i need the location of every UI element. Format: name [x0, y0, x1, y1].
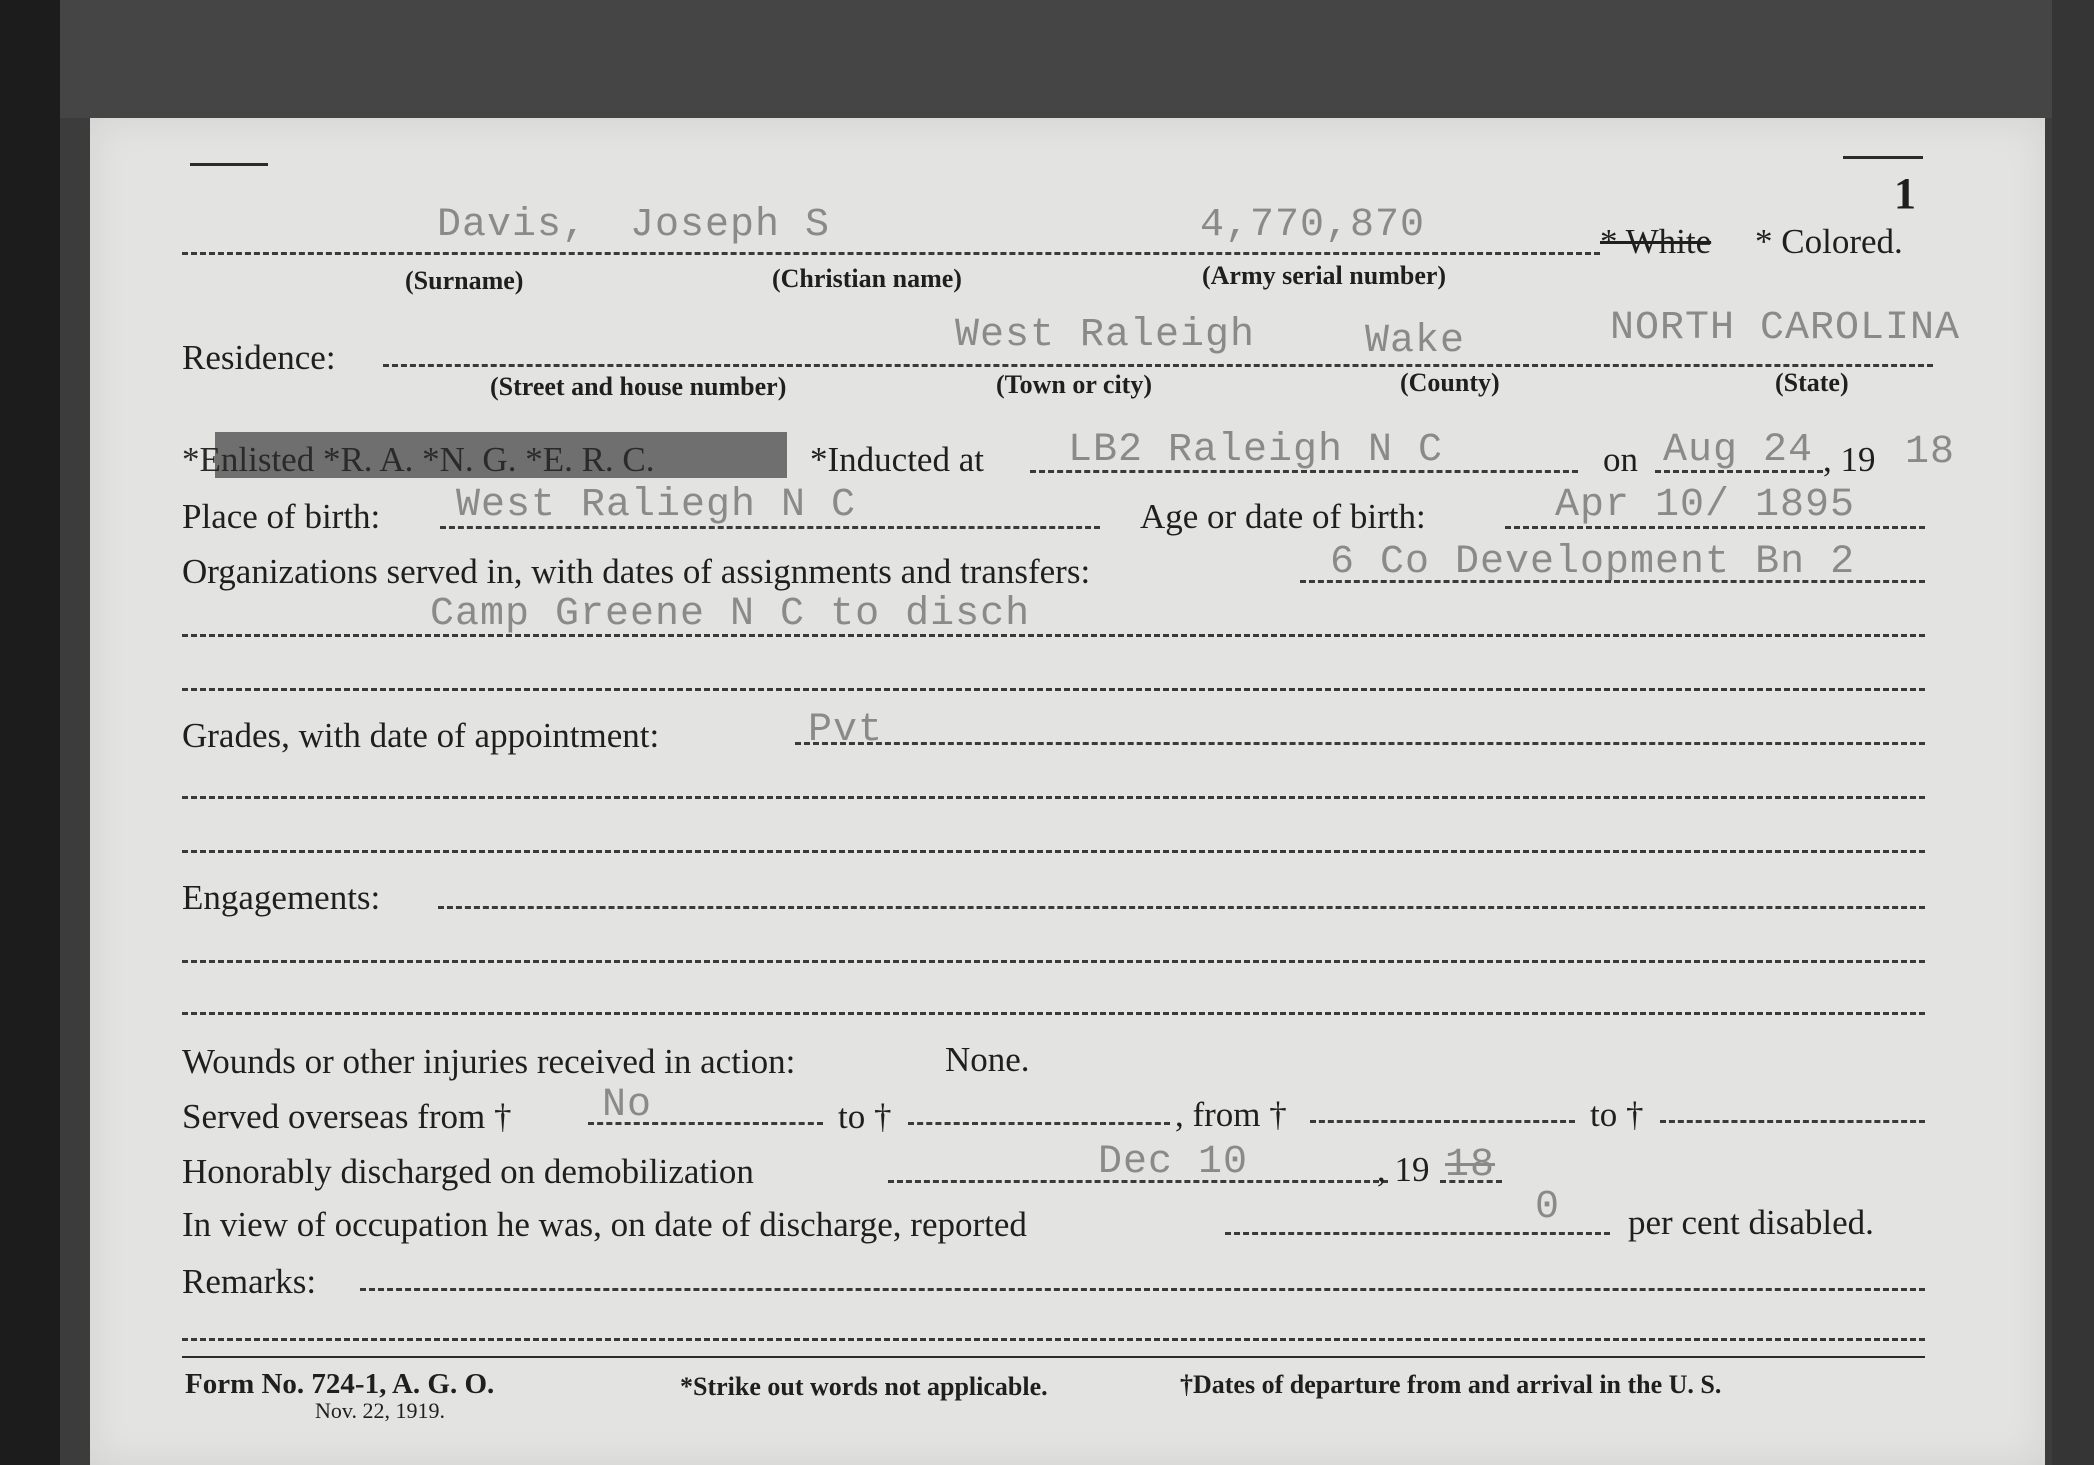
place-of-birth-value: West Raliegh N C: [456, 483, 857, 528]
footer-note-strike: *Strike out words not applicable.: [680, 1372, 1048, 1401]
grades-label: Grades, with date of appointment:: [182, 716, 660, 755]
grades-line-2: [182, 796, 1925, 799]
inducted-date-value: Aug 24: [1663, 428, 1814, 473]
inducted-line: [1030, 470, 1578, 473]
place-of-birth-label: Place of birth:: [182, 497, 381, 536]
organizations-value-1: 6 Co Development Bn 2: [1330, 540, 1856, 585]
residence-label: Residence:: [182, 338, 336, 377]
age-value: Apr 10/ 1895: [1555, 483, 1856, 528]
overseas-label: Served overseas from †: [182, 1097, 512, 1136]
overseas-from2-label: , from †: [1175, 1095, 1287, 1134]
residence-line: [383, 364, 1933, 367]
discharge-date-value: Dec 10: [1098, 1140, 1249, 1185]
white-option: * White: [1600, 222, 1712, 261]
inducted-date-line: [1655, 470, 1823, 473]
christian-name-value: Joseph S: [630, 203, 831, 248]
inducted-place-value: LB2 Raleigh N C: [1068, 428, 1444, 473]
organizations-value-2: Camp Greene N C to disch: [430, 592, 1031, 637]
town-value: West Raleigh: [955, 313, 1256, 358]
street-caption: (Street and house number): [490, 372, 787, 401]
discharge-label: Honorably discharged on demobilization: [182, 1152, 754, 1191]
age-line: [1505, 526, 1925, 529]
form-number: Form No. 724-1, A. G. O.: [185, 1368, 495, 1400]
card-number: 1: [1894, 169, 1916, 218]
state-value: NORTH CAROLINA: [1610, 306, 1961, 351]
colored-option: * Colored.: [1755, 222, 1903, 261]
age-label: Age or date of birth:: [1140, 497, 1426, 536]
remarks-line-2: [182, 1338, 1925, 1341]
engagements-line-2: [182, 960, 1925, 963]
inducted-year-value: 18: [1905, 430, 1956, 475]
engagements-line-3: [182, 1012, 1925, 1015]
overseas-from2-line: [1310, 1120, 1575, 1123]
organizations-line-3: [182, 688, 1925, 691]
scanner-background-left: [0, 0, 60, 1465]
disability-line: [1225, 1232, 1610, 1235]
footer-rule: [182, 1356, 1925, 1358]
state-caption: (State): [1775, 368, 1849, 397]
disability-suffix: per cent disabled.: [1628, 1203, 1874, 1242]
serial-number-caption: (Army serial number): [1202, 261, 1447, 290]
town-caption: (Town or city): [996, 370, 1152, 399]
overseas-from-value: No: [602, 1083, 653, 1128]
scanner-background-right: [2052, 0, 2094, 1465]
discharge-year-value: 18: [1445, 1143, 1496, 1188]
overseas-to2-line: [1660, 1120, 1925, 1123]
wounds-label: Wounds or other injuries received in action:: [182, 1042, 796, 1081]
overseas-to-line: [908, 1122, 1170, 1125]
disability-percent-value: 0: [1535, 1185, 1561, 1230]
overseas-from-line: [588, 1122, 823, 1125]
grades-line-3: [182, 850, 1925, 853]
grades-value: Pvt: [808, 708, 884, 753]
organizations-line-1: [1300, 580, 1925, 583]
inducted-label: *Inducted at: [810, 440, 984, 479]
serial-number-value: 4,770,870: [1200, 203, 1426, 248]
organizations-line-2: [182, 634, 1925, 637]
county-caption: (County): [1400, 368, 1500, 397]
enlisted-options: *Enlisted *R. A. *N. G. *E. R. C.: [182, 440, 655, 479]
remarks-line-1: [360, 1288, 1925, 1291]
footer-note-dates: †Dates of departure from and arrival in the U. S.: [1180, 1370, 1722, 1399]
wounds-value: None.: [945, 1040, 1030, 1079]
place-of-birth-line: [440, 526, 1100, 529]
overseas-to-label: to †: [838, 1097, 892, 1136]
christian-name-caption: (Christian name): [772, 264, 962, 293]
top-left-rule: [190, 163, 268, 166]
organizations-label: Organizations served in, with dates of assignments and transfers:: [182, 552, 1091, 591]
grades-line-1: [795, 742, 1925, 745]
discharge-date-line: [888, 1180, 1388, 1183]
form-date: Nov. 22, 1919.: [315, 1398, 445, 1423]
county-value: Wake: [1365, 319, 1466, 364]
name-line: [182, 252, 1600, 255]
discharge-year-line: [1440, 1180, 1502, 1183]
top-right-rule: [1843, 156, 1923, 159]
surname-value: Davis,: [437, 203, 588, 248]
inducted-year-prefix: , 19: [1823, 440, 1876, 479]
on-label: on: [1603, 440, 1638, 479]
remarks-label: Remarks:: [182, 1262, 317, 1301]
surname-caption: (Surname): [405, 266, 524, 295]
scanner-background-top: [0, 0, 2094, 118]
discharge-year-prefix: , 19: [1377, 1150, 1430, 1189]
occupation-label: In view of occupation he was, on date of discharge, reported: [182, 1205, 1027, 1244]
engagements-line-1: [438, 906, 1925, 909]
overseas-to2-label: to †: [1590, 1095, 1644, 1134]
engagements-label: Engagements:: [182, 878, 381, 917]
